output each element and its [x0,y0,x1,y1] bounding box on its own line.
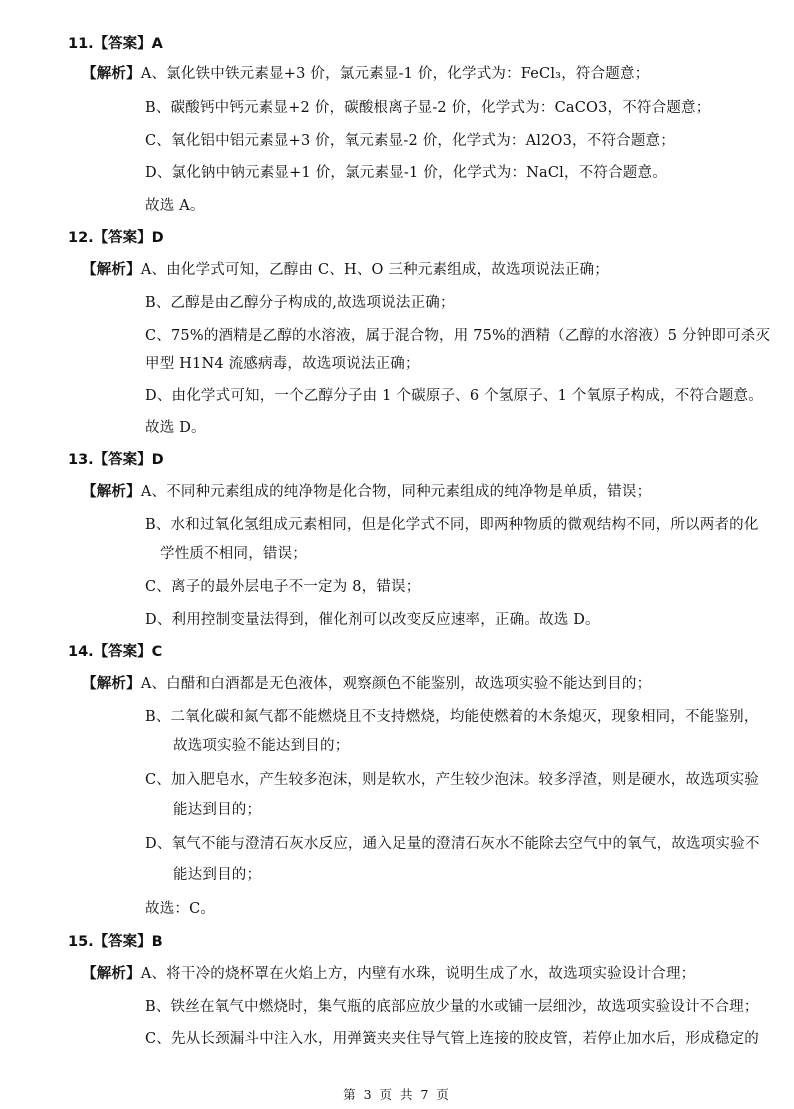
q14-option-a: A、白醋和白酒都是无色液体，观察颜色不能鉴别，故选项实验不能达到目的； [140,676,652,692]
q13-option-b-line2: 学性质不相同，错误； [160,546,307,562]
q12-option-b: B、乙醇是由乙醇分子构成的,故选项说法正确； [145,295,455,311]
q12-answer-heading: 12.【答案】D [68,230,164,246]
q11-analysis-line-a [82,64,649,84]
q11-option-c: C、氧化铝中铝元素显+3 价，氧元素显-2 价，化学式为：Al2O3，不符合题意； [145,133,675,149]
q14-option-c-line2: 能达到目的； [173,802,262,818]
q12-analysis-line-a [82,260,609,280]
q11-option-b: B、碳酸钙中钙元素显+2 价，碳酸根离子显-2 价，化学式为：CaCO3，不符合题意； [145,100,711,116]
q14-option-b-line2: 故选项实验不能达到目的； [173,738,350,754]
q11-option-d: D、氯化钠中钠元素显+1 价，氯元素显-1 价，化学式为：NaCl，不符合题意。 [145,165,667,181]
analysis-label: 【解析】 [82,66,141,82]
q14-option-d-line2: 能达到目的； [173,867,262,883]
q15-option-a: A、将干冷的烧杯罩在火焰上方，内壁有水珠，说明生成了水，故选项实验设计合理； [140,966,696,982]
q12-option-a: A、由化学式可知，乙醇由 C、H、O 三种元素组成，故选项说法正确； [140,262,609,278]
q15-analysis-line-a [82,964,695,984]
q13-analysis-line-a [82,482,651,502]
q14-analysis-line-a [82,674,651,694]
analysis-label: 【解析】 [82,966,141,982]
analysis-label: 【解析】 [82,484,141,500]
q11-conclusion: 故选 A。 [145,198,205,214]
q12-option-d: D、由化学式可知，一个乙醇分子由 1 个碳原子、6 个氢原子、1 个氧原子构成，不符合题意。 [145,388,763,404]
q12-conclusion: 故选 D。 [145,420,206,436]
q15-answer-heading: 15.【答案】B [68,934,163,950]
analysis-label: 【解析】 [82,262,141,278]
q14-conclusion: 故选：C。 [145,901,216,917]
q11-answer-heading: 11.【答案】A [68,36,163,52]
page-number-footer: 第 3 页 共 7 页 [343,1087,451,1102]
q13-option-a: A、不同种元素组成的纯净物是化合物，同种元素组成的纯净物是单质，错误； [140,484,652,500]
q14-option-c-line1: C、加入肥皂水，产生较多泡沫，则是软水，产生较少泡沫。较多浮渣，则是硬水，故选项实验 [145,772,759,788]
q12-option-c-line2: 甲型 H1N4 流感病毒，故选项说法正确； [145,356,420,372]
q14-option-d-line1: D、氧气不能与澄清石灰水反应，通入足量的澄清石灰水不能除去空气中的氧气，故选项实验不 [145,836,760,852]
q13-option-c: C、离子的最外层电子不一定为 8，错误； [145,579,421,595]
q14-answer-heading: 14.【答案】C [68,644,163,660]
q14-option-b-line1: B、二氧化碳和氮气都不能燃烧且不支持燃烧，均能使燃着的木条熄灭，现象相同，不能鉴别， [145,709,759,725]
q11-option-a: A、氯化铁中铁元素显+3 价，氯元素显-1 价，化学式为：FeCl₃，符合题意； [140,66,650,82]
q15-option-b: B、铁丝在氧气中燃烧时，集气瓶的底部应放少量的水或铺一层细沙，故选项实验设计不合理； [145,999,759,1015]
q12-option-c-line1: C、75%的酒精是乙醇的水溶液，属于混合物，用 75%的酒精（乙醇的水溶液）5 分钟即可杀灭 [145,328,771,344]
q15-option-c: C、先从长颈漏斗中注入水，用弹簧夹夹住导气管上连接的胶皮管，若停止加水后，形成稳定的 [145,1031,759,1047]
q13-option-b-line1: B、水和过氧化氢组成元素相同，但是化学式不同，即两种物质的微观结构不同，所以两者的化 [145,517,759,533]
q13-option-d: D、利用控制变量法得到，催化剂可以改变反应速率，正确。故选 D。 [145,612,600,628]
analysis-label: 【解析】 [82,676,141,692]
q13-answer-heading: 13.【答案】D [68,452,164,468]
